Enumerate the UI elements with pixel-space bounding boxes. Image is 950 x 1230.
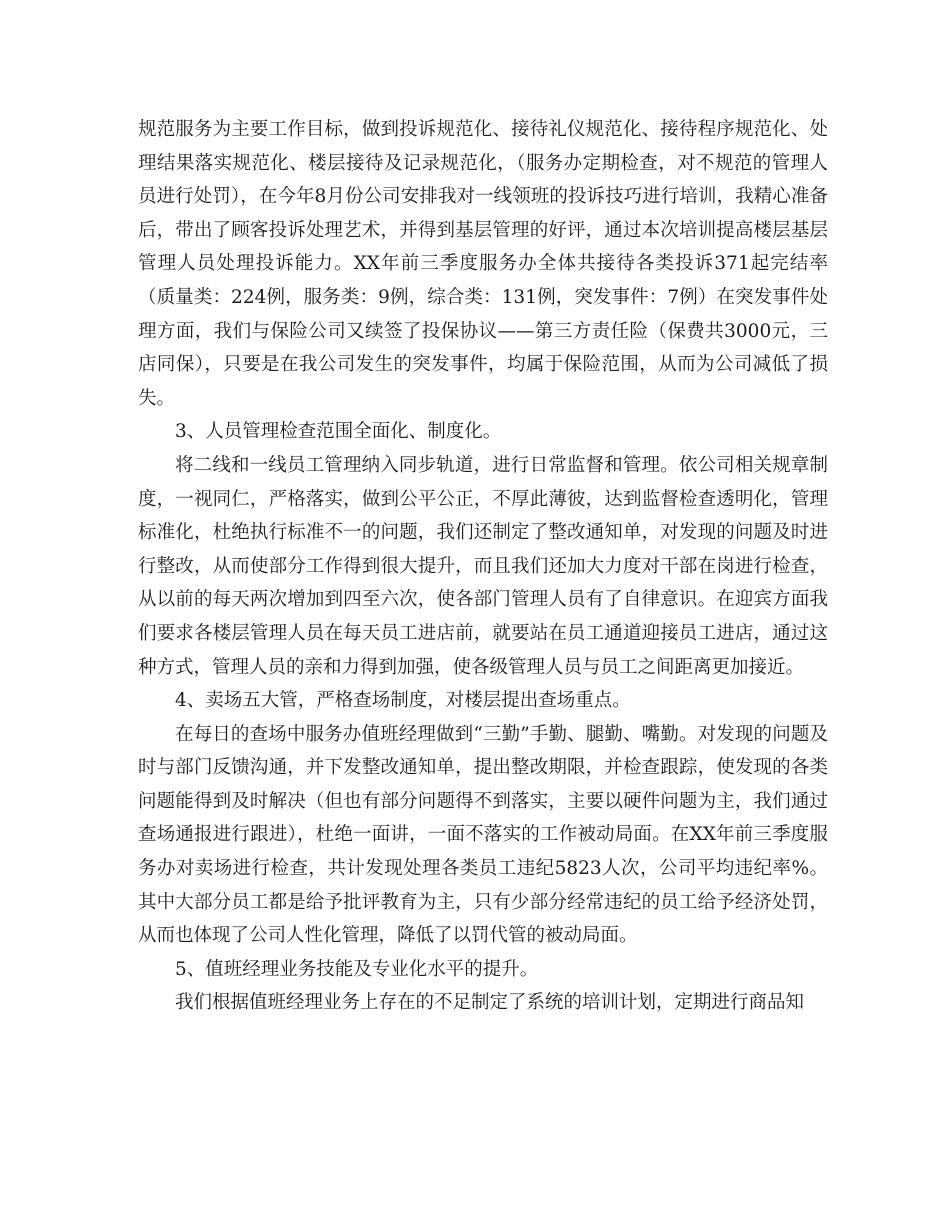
paragraph-sales-floor-inspection: 在每日的查场中服务办值班经理做到“三勤”手勤、腿勤、嘴勤。对发现的问题及时与部门反馈沟通，并下发整改通知单，提出整改期限，并检查跟踪，使发现的各类问题能得到及时解决（但也有部分问题得不到落实，主要以硬件问题为主，我们通过查场通报进行跟进），杜绝一面讲，一面不落实的工作被动局面。在XX年前三季度服务办对卖场进行检查，共计发现处理各类员工违纪5823人次，公司平均违纪率%。其中大部分员工都是给予批评教育为主，只有少部分经常违纪的员工给予经济处罚，从而也体现了公司人性化管理，降低了以罚代管的被动局面。 [138,723,828,947]
document-body [138,113,828,1020]
heading-personnel-inspection: 3、人员管理检查范围全面化、制度化。 [175,421,502,443]
heading-sales-floor-inspection: 4、卖场五大管，严格查场制度，对楼层提出查场重点。 [175,690,631,712]
paragraph-complaint-handling: 规范服务为主要工作目标，做到投诉规范化、接待礼仪规范化、接待程序规范化、处理结果落实规范化、楼层接待及记录规范化，（服务办定期检查，对不规范的管理人员进行处罚），在今年8月份公司安排我对一线领班的投诉技巧进行培训，我精心准备后，带出了顾客投诉处理艺术，并得到基层管理的好评，通过本次培训提高楼层基层管理人员处理投诉能力。XX年前三季度服务办全体共接待各类投诉371起完结率（质量类：224例，服务类：9例，综合类：131例，突发事件：7例）在突发事件处理方面，我们与保险公司又续签了投保协议——第三方责任险（保费共3000元，三店同保），只要是在我公司发生的突发事件，均属于保险范围，从而为公司减低了损失。 [138,119,828,409]
paragraph-duty-manager-training: 我们根据值班经理业务上存在的不足制定了系统的培训计划，定期进行商品知 [175,992,805,1014]
paragraph-personnel-inspection: 将二线和一线员工管理纳入同步轨道，进行日常监督和管理。依公司相关规章制度，一视同仁，严格落实，做到公平公正，不厚此薄彼，达到监督检查透明化，管理标准化，杜绝执行标准不一的问题，我们还制定了整改通知单，对发现的问题及时进行整改，从而使部分工作得到很大提升，而且我们还加大力度对干部在岗进行检查，从以前的每天两次增加到四至六次，使各部门管理人员有了自律意识。在迎宾方面我们要求各楼层管理人员在每天员工进店前，就要站在员工通道迎接员工进店，通过这种方式，管理人员的亲和力得到加强，使各级管理人员与员工之间距离更加接近。 [138,454,828,678]
heading-duty-manager-skills: 5、值班经理业务技能及专业化水平的提升。 [175,958,539,980]
